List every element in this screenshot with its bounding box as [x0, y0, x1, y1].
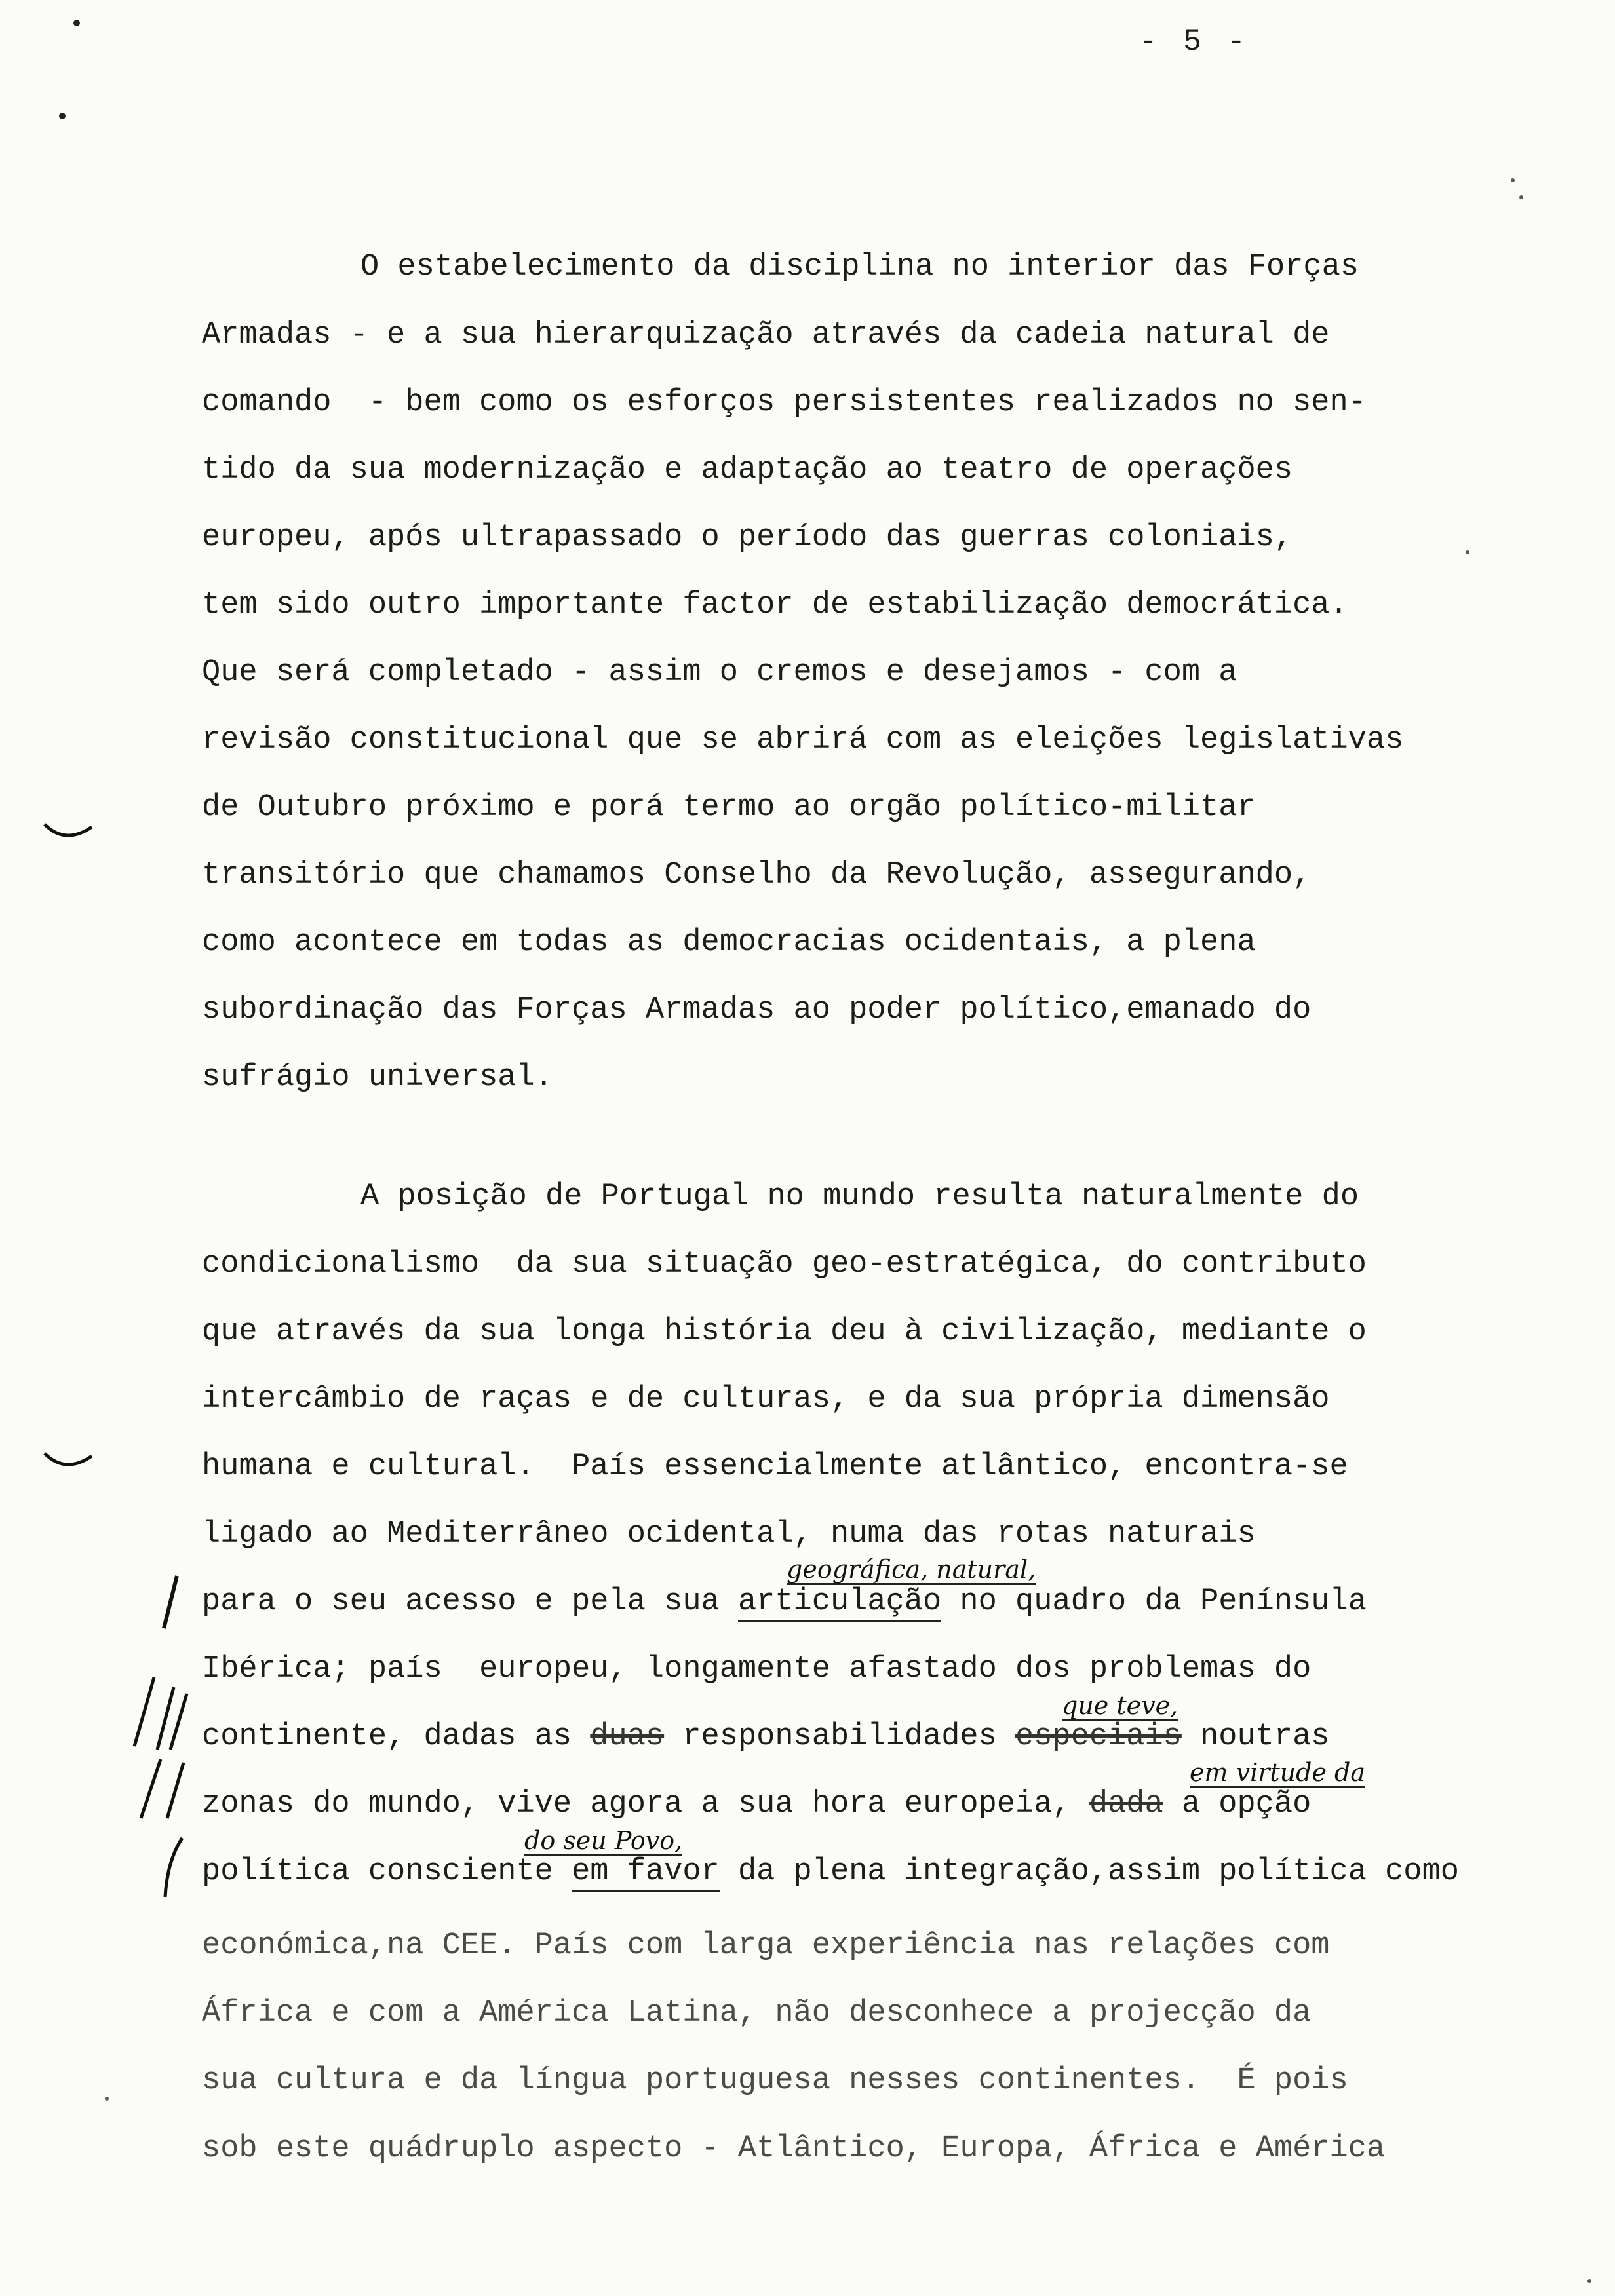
text-line: condicionalismo da sua situação geo-estratégica, do contributo — [202, 1247, 1367, 1282]
text-line-annotated — [202, 1856, 1459, 1887]
text-line: A posição de Portugal no mundo resulta naturalmente do — [360, 1179, 1359, 1214]
margin-check-mark-icon — [39, 813, 98, 852]
text-line: sua cultura e da língua portuguesa nesses continentes. É pois — [202, 2063, 1348, 2098]
text-segment: zonas do mundo, vive agora a sua hora europeia, — [202, 1787, 1089, 1822]
text-line: Que será completado - assim o cremos e desejamos - com a — [202, 655, 1237, 690]
text-line: transitório que chamamos Conselho da Revolução, assegurando, — [202, 858, 1312, 892]
scan-speck — [59, 113, 66, 119]
text-line: revisão constitucional que se abrirá com as eleições legislativas — [202, 723, 1404, 757]
text-line: sob este quádruplo aspecto - Atlântico, Europa, África e América — [202, 2132, 1386, 2166]
margin-check-mark-icon — [39, 1442, 98, 1481]
text-segment: política consciente — [202, 1854, 572, 1889]
margin-slash-mark-icon — [157, 1835, 190, 1900]
scan-speck — [105, 2097, 109, 2101]
text-line-annotated — [202, 1721, 1330, 1752]
handwritten-insertion: do seu Povo, — [524, 1826, 683, 1855]
struck-word: dada — [1089, 1787, 1163, 1822]
text-line: ligado ao Mediterrâneo ocidental, numa das rotas naturais — [202, 1517, 1256, 1552]
margin-slash-mark-icon — [134, 1756, 193, 1822]
handwritten-insertion: em virtude da — [1190, 1758, 1366, 1787]
text-line: Ibérica; país europeu, longamente afastado dos problemas do — [202, 1652, 1312, 1687]
scan-speck — [1466, 550, 1469, 554]
text-line: de Outubro próximo e porá termo ao orgão político-militar — [202, 790, 1256, 825]
text-line: comando - bem como os esforços persistentes realizados no sen- — [202, 385, 1367, 420]
scan-speck — [1519, 195, 1523, 199]
text-line: humana e cultural. País essencialmente atlântico, encontra-se — [202, 1449, 1348, 1484]
text-segment: no quadro da Península — [941, 1584, 1367, 1619]
handwritten-insertion: geográfica, natural, — [787, 1555, 1036, 1584]
text-line: intercâmbio de raças e de culturas, e da sua própria dimensão — [202, 1382, 1330, 1417]
text-segment: para o seu acesso e pela sua — [202, 1584, 738, 1619]
text-segment: continente, dadas as — [202, 1719, 591, 1754]
text-segment: a opção — [1163, 1787, 1312, 1822]
margin-slash-mark-icon — [157, 1573, 184, 1632]
text-line: tido da sua modernização e adaptação ao teatro de operações — [202, 453, 1293, 488]
text-segment: da plena integração,assim política como — [719, 1854, 1459, 1889]
text-line: África e com a América Latina, não desconhece a projecção da — [202, 1996, 1312, 2031]
text-segment-underlined: em favor — [572, 1854, 720, 1892]
page-number: - 5 - — [1139, 25, 1250, 59]
text-line-annotated — [202, 1586, 1367, 1617]
struck-word: duas — [590, 1719, 665, 1754]
margin-slash-mark-icon — [128, 1674, 193, 1753]
scan-speck — [73, 20, 80, 26]
text-segment: responsabilidades — [664, 1719, 1016, 1754]
text-line: O estabelecimento da disciplina no interior das Forças — [360, 250, 1359, 284]
struck-word: especiais — [1015, 1719, 1182, 1754]
text-segment-underlined: articulação — [738, 1584, 941, 1622]
text-line: subordinação das Forças Armadas ao poder político,emanado do — [202, 993, 1312, 1027]
text-line: económica,na CEE. País com larga experiência nas relações com — [202, 1928, 1330, 1963]
text-line: que através da sua longa história deu à civilização, mediante o — [202, 1314, 1367, 1349]
text-segment: noutras — [1181, 1719, 1330, 1754]
scan-speck — [1587, 2279, 1591, 2283]
text-line: sufrágio universal. — [202, 1060, 553, 1095]
handwritten-insertion: que teve, — [1062, 1691, 1178, 1720]
text-line: como acontece em todas as democracias ocidentais, a plena — [202, 925, 1256, 960]
text-line: tem sido outro importante factor de estabilização democrática. — [202, 588, 1348, 622]
text-line-annotated — [202, 1789, 1311, 1820]
scan-speck — [1511, 178, 1515, 182]
text-line: Armadas - e a sua hierarquização através da cadeia natural de — [202, 318, 1330, 353]
text-line: europeu, após ultrapassado o período das guerras coloniais, — [202, 520, 1293, 555]
